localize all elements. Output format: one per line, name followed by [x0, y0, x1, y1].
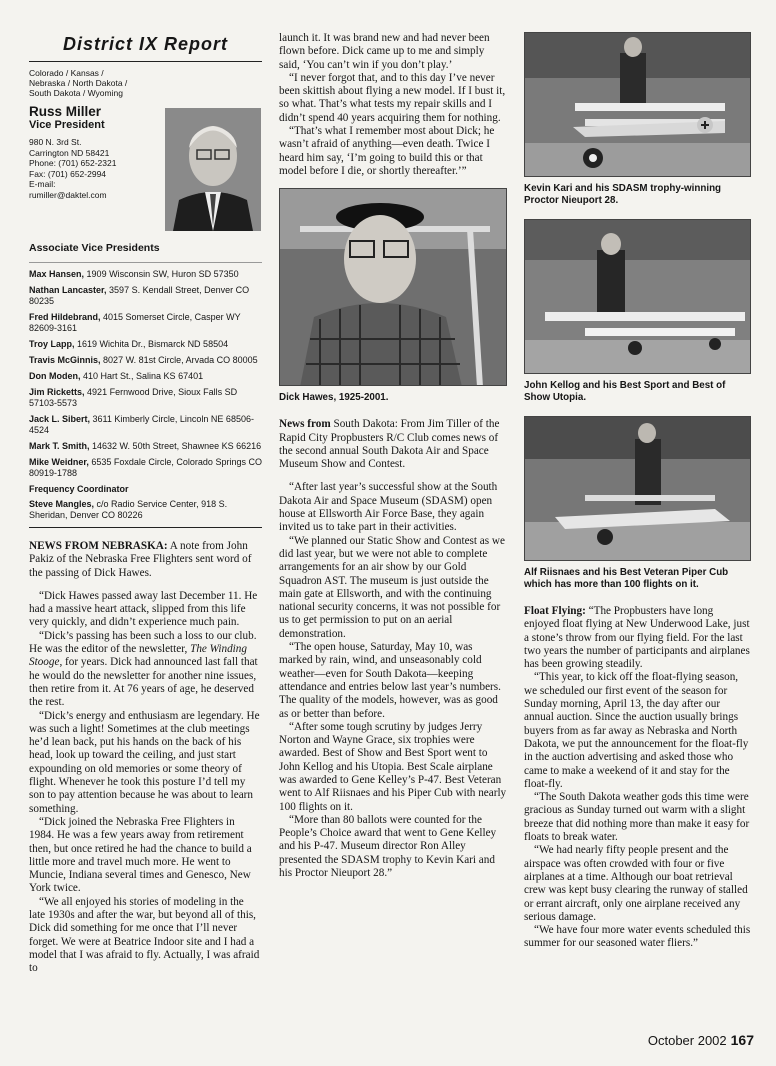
freq-heading: Frequency Coordinator — [29, 484, 129, 494]
assoc-entry: Mark T. Smith, 14632 W. 50th Street, Shawnee KS 66216 — [29, 441, 262, 451]
assoc-entry: Fred Hildebrand, 4015 Somerset Circle, Casper WY 82609-3161 — [29, 312, 241, 333]
assoc-entry: Max Hansen, 1909 Wisconsin SW, Huron SD 57350 — [29, 269, 239, 279]
vp-address: 980 N. 3rd St. Carrington ND 58421 Phone: (701) 652-2321 Fax: (701) 652-2994 E-mail: rumiller@daktel.com — [29, 137, 117, 200]
column-3 — [524, 32, 751, 951]
assoc-entry: Mike Weidner, 6535 Foxdale Circle, Colorado Springs CO 80919-1788 — [29, 457, 262, 478]
assoc-heading: Associate Vice Presidents — [29, 242, 262, 263]
freq-entry: Steve Mangles, c/o Radio Service Center, 918 S. Sheridan, Denver CO 80226 — [29, 499, 228, 520]
assoc-entry: Troy Lapp, 1619 Wichita Dr., Bismarck ND 58504 — [29, 339, 229, 349]
section-divider — [29, 527, 262, 528]
hawes-continued: launch it. It was brand new and had never been flown before. Dick came up to me and simply said, ‘You can’t win if you don’t play.’ “I never forgot that, and to this day I’ve never been skittish about flying a new model. If I bust it, so what. That’s what tests my repair skills and I didn’t spend 40 years acquiring them for nothing. “That’s what I remember most about Dick; he wasn’t afraid of anything—even death. Twice I heard him say, ‘I’m going to build this or that model before I die, or shortly thereafter.’” — [279, 32, 506, 177]
issue-date: October 2002 — [647, 1033, 727, 1048]
assoc-entry: Jack L. Sibert, 3611 Kimberly Circle, Lincoln NE 68506-4524 — [29, 414, 254, 435]
south-dakota-article: News from South Dakota: From Jim Tiller of the Rapid City Propbusters R/C Club comes news of the second annual South Dakota Air and Space Museum Show and Contest. “After last year’s successful show at the South Dakota Air and Space Museum (SDASM) open house at Ellsworth Air Force Base, they again invited us to take part in their activities. “We planned our Static Show and Contest as we did last year, but we were not able to complete arrangements for an air show by our Gold Squadron AST. The museum is just outside the main gate at Ellsworth, and with the continuing national security concerns, it was not possible for us to get permission to put on an aerial demonstration. “The open house, Saturday, May 10, was marked by rain, wind, and unseasonably cold weather—even for South Dakota—keeping attendance and entries below last year’s numbers. The quality of the models, however, was as good as or better than before. “After some tough scrutiny by judges Jerry Norton and Wayne Grace, six trophies were awarded. Best of Show and Best Sport went to John Kellog and his Utopia. Best Scale airplane was awarded to Gene Kelley’s P-47. Best Veteran went to Alf Riisnaes and his Piper Cub with nearly 100 flights on it. “More than 80 ballots were counted for the People’s Choice award that went to Gene Kelley and his P-47. Museum director Ron Alley presented the SDASM trophy to Kevin Kari and his Proctor Nieuport 28.” — [279, 418, 507, 880]
utopia-photo — [524, 219, 751, 374]
report-title: District IX Report — [29, 32, 262, 62]
nieuport-photo — [524, 32, 751, 177]
vp-title: Vice President — [29, 119, 105, 131]
assoc-entry: Don Moden, 410 Hart St., Salina KS 67401 — [29, 371, 204, 381]
assoc-entry: Jim Ricketts, 4921 Fernwood Drive, Sioux Falls SD 57103-5573 — [29, 387, 238, 408]
vp-portrait-photo — [165, 108, 261, 231]
dick-hawes-photo — [279, 188, 507, 386]
piper-cub-photo — [524, 416, 751, 561]
photo-caption: Dick Hawes, 1925-2001. — [279, 392, 389, 404]
column-1 — [29, 32, 262, 976]
district-header — [29, 68, 262, 228]
photo-caption: Kevin Kari and his SDASM trophy-winning Proctor Nieuport 28. — [524, 183, 722, 206]
nebraska-article: NEWS FROM NEBRASKA: A note from John Pakiz of the Nebraska Free Flighters sent word of the passing of Dick Hawes. “Dick Hawes passed away last December 11. He had a massive heart attack, slipped from this life very quickly, and didn’t experience much pain. “Dick’s passing has been such a loss to our club. He was the editor of the newsletter, The Winding Stooge, for years. Dick had announced last fall that he would do the newsletter for another nine issues, then retire from it. At 76 years of age, he deserved the rest. “Dick’s energy and enthusiasm are legendary. He was such a light! Sometimes at the club meetings he’d lean back, put his hands on the back of his head, look up toward the ceiling, and just start expounding on old memories or some theory of flight. Whenever he took this posture I’d tell my son to pay attention because he was about to learn something. “Dick joined the Nebraska Free Flighters in 1984. He was a few years away from retirement then, but once retired he had the chance to build a little more and travel much more. He went to Muncie, Indiana several times and Genesco, New York twice. “We all enjoyed his stories of modeling in the late 1930s and after the war, but beyond all of this, Dick did something for me once that I’ll never forget. We were at Beatrice Indoor site and I had a model that I was afraid to fly. Actually, I was afraid to — [29, 540, 260, 975]
assoc-entry: Nathan Lancaster, 3597 S. Kendall Street, Denver CO 80235 — [29, 285, 250, 306]
assoc-list — [29, 269, 262, 521]
district-states: Colorado / Kansas / Nebraska / North Dakota / South Dakota / Wyoming — [29, 68, 128, 98]
assoc-entry: Travis McGinnis, 8027 W. 81st Circle, Arvada CO 80005 — [29, 355, 258, 365]
page-number: 167 — [730, 1032, 754, 1048]
photo-caption: Alf Riisnaes and his Best Veteran Piper Cub which has more than 100 flights on it. — [524, 567, 729, 590]
vp-name: Russ Miller — [29, 104, 102, 119]
float-flying-article: Float Flying: “The Propbusters have long enjoyed float flying at New Underwood Lake, just a stone’s throw from our flying field. For the last two years the number of participants and airplanes has been growing steadily. “This year, to kick off the float-flying season, we scheduled our first event of the season for Sunday morning, April 13, the day after our annual auction. Since the auction usually brings buyers from as far away as Nebraska and North Dakota, we put the announcement for the float-fly in the auction advertising and asked those who came to make a weekend of it and stay for the float-fly. “The South Dakota weather gods this time were gracious as Sunday turned out warm with a slight breeze that did nothing more than make it easy for floats to break water. “We had nearly fifty people present and the airspace was often crowded with four or five airplanes at a time. Although our boat retrieval crew was kept busy clearing the runway of stalled or errant aircraft, only one airplane received any serious damage. “We have four more water events scheduled this summer for our seasoned water fliers.” — [524, 605, 751, 950]
page-footer — [648, 1032, 754, 1048]
photo-caption: John Kellog and his Best Sport and Best of Show Utopia. — [524, 380, 726, 403]
column-2 — [279, 32, 507, 880]
